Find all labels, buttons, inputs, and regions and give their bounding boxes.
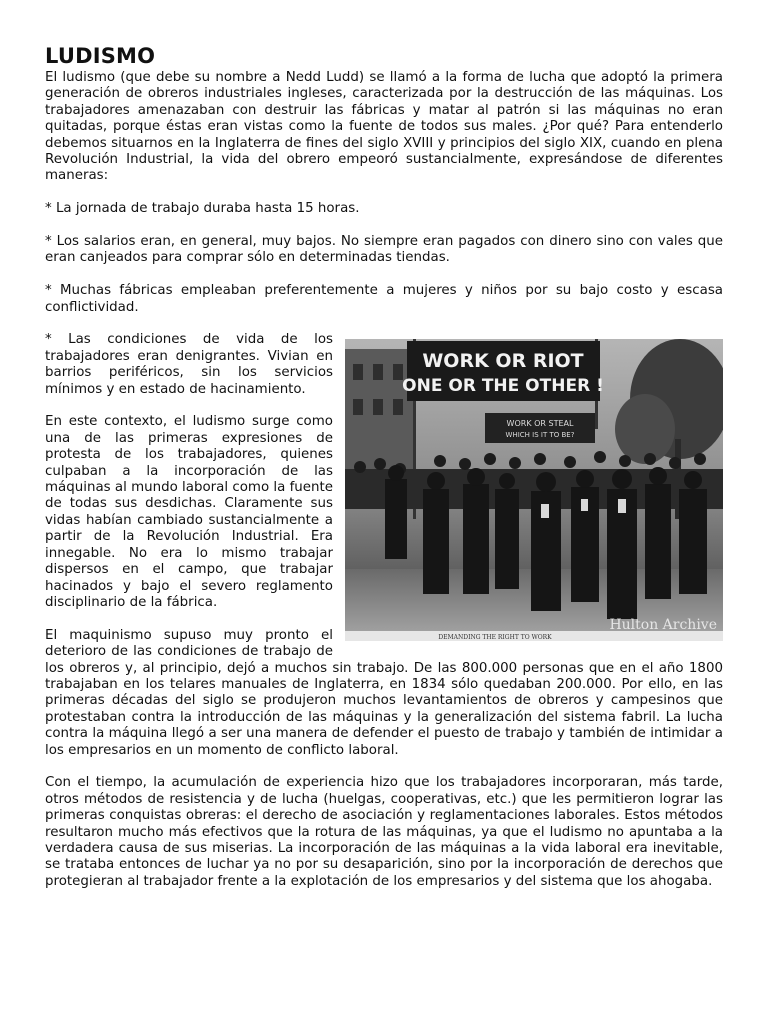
bullet-working-hours: * La jornada de trabajo duraba hasta 15 horas. <box>45 201 360 217</box>
protest-photo <box>345 339 723 641</box>
banner-text-line-2: ONE OR THE OTHER ! <box>402 376 604 397</box>
maquinismo-paragraph: El maquinismo supuso muy pronto el deterioro de las condiciones de trabajo de los obreros y, al principio, dejó a muchos sin trabajo. De las 800.000 personas que en el año 1800 trabajaban en los telares manuales de Inglaterra, en 1834 sólo quedaban 200.000. Por ello, en las primeras décadas del siglo se produjeron muchos levantamientos de obreros y campesinos que protestaban contra la introducción de las máquinas y la generalización del sistema fabril. La lucha contra la máquina llegó a ser una manera de defender el puesto de trabajo y también de intimidar a los empresarios en un momento de conflicto laboral. <box>45 627 723 758</box>
conclusion-paragraph: Con el tiempo, la acumulación de experiencia hizo que los trabajadores incorporaran, más tarde, otros métodos de resistencia y de lucha (huelgas, cooperativas, etc.) que les permitieron lograr las primeras conquistas obreras: el derecho de asociación y reglamentaciones laborales. Estos métodos resultaron mucho más efectivos que la rotura de las máquinas, ya que el ludismo no apuntaba a la verdadera causa de sus miserias. La incorporación de las máquinas a la vida laboral era inevitable, se trataba entonces de luchar ya no por su desaparición, sino por la incorporación de derechos que protegieran al trabajador frente a la explotación de los empresarios y del sistema que los ahogaba. <box>45 775 723 889</box>
intro-paragraph: El ludismo (que debe su nombre a Nedd Ludd) se llamó a la forma de lucha que adoptó la primera generación de obreros industriales ingleses, caracterizada por la destrucción de las máquinas. Los trabajadores amenazaban con destruir las fábricas y matar al patrón si las máquinas no eran quitadas, porque éstas eran vistas como la fuente de todos sus males. ¿Por qué? Para entenderlo debemos situarnos en la Inglaterra de fines del siglo XVIII y principios del siglo XIX, cuando en plena Revolución Industrial, la vida del obrero empeoró sustancialmente, expresándose de diferentes maneras: <box>45 70 723 184</box>
banner-text-line-1: WORK OR RIOT <box>422 350 584 373</box>
small-banner-line-1: WORK OR STEAL <box>506 419 574 429</box>
bullet-salaries: * Los salarios eran, en general, muy bajos. No siempre eran pagados con dinero sino con vales que eran canjeados para comprar sólo en determinadas tiendas. <box>45 234 723 266</box>
article <box>45 44 723 907</box>
page-title: LUDISMO <box>45 44 156 68</box>
protest-photo-image <box>345 339 723 641</box>
small-banner-line-2: WHICH IS IT TO BE? <box>505 431 575 440</box>
photo-caption: DEMANDING THE RIGHT TO WORK <box>438 634 552 642</box>
hulton-archive-watermark: Hulton Archive <box>609 617 717 634</box>
bullet-women-children: * Muchas fábricas empleaban preferentemente a mujeres y niños por su bajo costo y escasa conflictividad. <box>45 283 723 315</box>
bullet-living-conditions: * Las condiciones de vida de los trabajadores eran denigrantes. Vivian en barrios periféricos, sin los servicios mínimos y en estado de hacinamiento. <box>45 332 333 397</box>
context-paragraph: En este contexto, el ludismo surge como una de las primeras expresiones de protesta de los trabajadores, quienes culpaban a la incorporación de las máquinas al mundo laboral como la fuente de todas sus desdichas. Claramente sus vidas habían cambiado sustancialmente a partir de la Revolución Industrial. Era innegable. No era lo mismo trabajar dispersos en el campo, que trabajar hacinados y bajo el severo reglamento disciplinario de la fábrica. <box>45 414 333 610</box>
